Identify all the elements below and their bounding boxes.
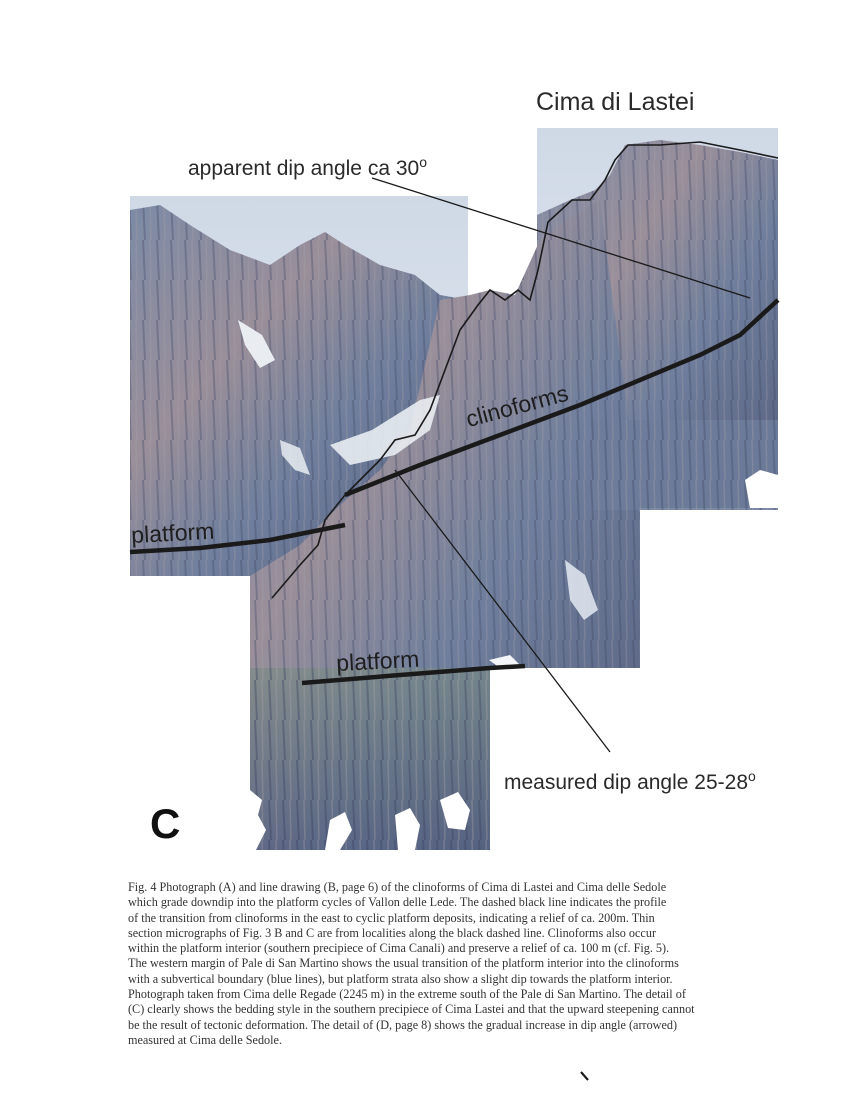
degree-symbol: o xyxy=(748,768,756,784)
caption-line: Photograph taken from Cima delle Regade (2245 m) in the extreme south of the Pale di San Martino. The detail of xyxy=(128,987,686,1002)
platform-upper-label: platform xyxy=(130,517,215,549)
panel-letter: C xyxy=(150,800,181,847)
caption-line: section micrographs of Fig. 3 B and C are from localities along the black dashed line. Clinoforms also occur xyxy=(128,925,656,940)
caption-line: within the platform interior (southern precipiece of Cima Canali) and preserve a relief of ca. 100 m (cf. Fig. 5). xyxy=(128,941,670,956)
figure-title: Cima di Lastei xyxy=(536,88,695,116)
caption-line: The western margin of Pale di San Martino shows the usual transition of the platform interior into the clinoforms xyxy=(128,956,679,971)
caption-line: measured at Cima delle Sedole. xyxy=(128,1032,282,1047)
caption-line: Fig. 4 Photograph (A) and line drawing (B, page 6) of the clinoforms of Cima di Lastei and Cima delle Sedole xyxy=(128,880,667,894)
caption-line: which grade downdip into the platform cycles of Vallon delle Lede. The dashed black line indicates the profile xyxy=(128,895,667,910)
caption-line: of the transition from clinoforms in the east to cyclic platform deposits, indicating a relief of ca. 200m. Thin xyxy=(128,910,655,925)
platform-lower-label: platform xyxy=(335,645,420,677)
arrow-mark xyxy=(581,1072,588,1080)
figure-caption xyxy=(128,880,788,1048)
degree-symbol: o xyxy=(419,154,427,170)
caption-line: be the result of tectonic deformation. The detail of (D, page 8) shows the gradual increase in dip angle (arrowed) xyxy=(128,1017,678,1032)
measured-dip-label xyxy=(504,768,756,795)
clinoforms-label: clinoforms xyxy=(463,379,571,433)
measured-dip-text: measured dip angle 25-28 xyxy=(504,771,749,794)
caption-line: (C) clearly shows the bedding style in the southern precipiece of Cima Lastei and that the upward steepening cannot xyxy=(128,1002,695,1017)
apparent-dip-text: apparent dip angle ca 30 xyxy=(188,157,420,180)
apparent-dip-label xyxy=(188,154,427,181)
caption-line: with a subvertical boundary (blue lines), but platform strata also show a slight dip towards the platform interior. xyxy=(128,971,673,986)
